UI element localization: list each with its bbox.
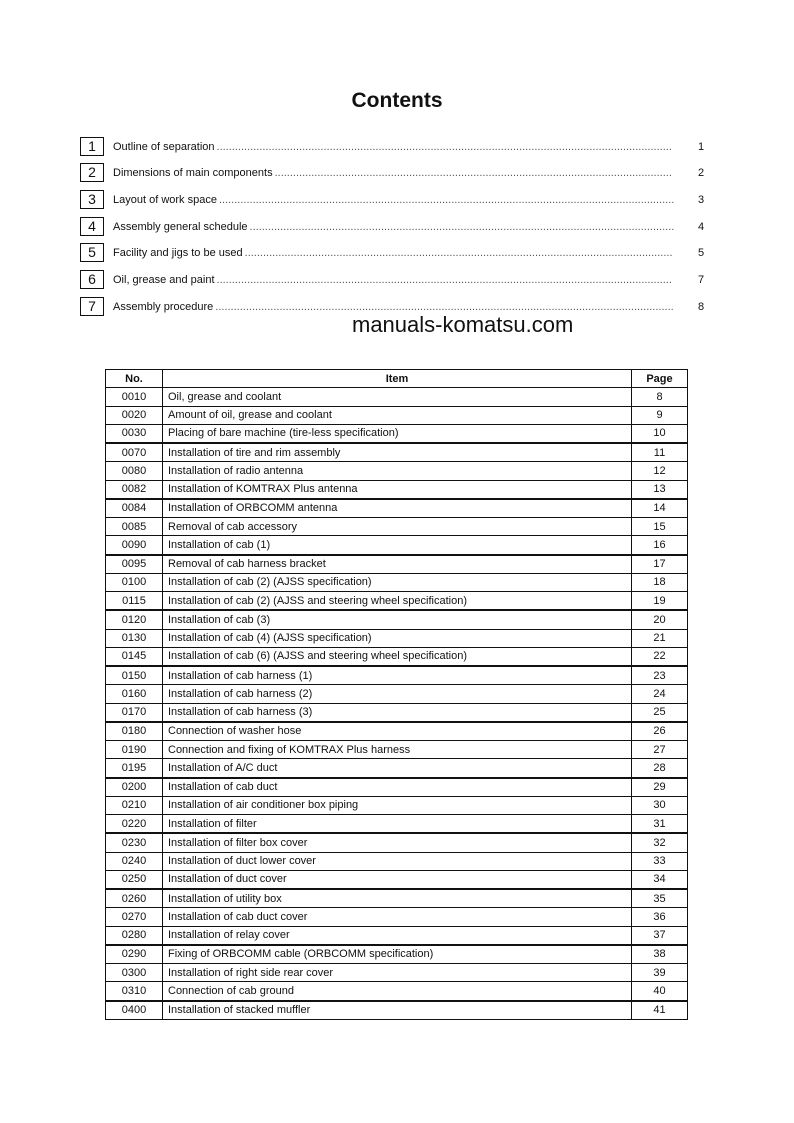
toc-page: 5: [698, 246, 705, 259]
row-item: Installation of tire and rim assembly: [163, 443, 632, 462]
table-row: [106, 722, 688, 741]
row-page: 32: [632, 833, 688, 852]
row-no: 0400: [106, 1001, 163, 1020]
toc-label: Assembly general schedule: [113, 220, 248, 233]
table-row: [106, 926, 688, 945]
toc-entry[interactable]: [80, 270, 720, 289]
row-page: 25: [632, 703, 688, 722]
row-no: 0095: [106, 555, 163, 574]
row-page: 27: [632, 741, 688, 759]
toc-number-box: 2: [80, 163, 104, 182]
row-page: 33: [632, 852, 688, 870]
row-no: 0130: [106, 629, 163, 647]
table-row: [106, 815, 688, 834]
header-page: Page: [632, 370, 688, 388]
row-no: 0084: [106, 499, 163, 518]
row-item: Removal of cab harness bracket: [163, 555, 632, 574]
row-page: 38: [632, 945, 688, 964]
row-no: 0210: [106, 796, 163, 814]
table-row: [106, 666, 688, 685]
table-row: [106, 592, 688, 611]
row-page: 36: [632, 908, 688, 926]
toc-label: Dimensions of main components: [113, 166, 273, 179]
row-page: 18: [632, 573, 688, 591]
header-item: Item: [163, 370, 632, 388]
row-page: 23: [632, 666, 688, 685]
row-item: Fixing of ORBCOMM cable (ORBCOMM specification): [163, 945, 632, 964]
row-no: 0150: [106, 666, 163, 685]
row-item: Removal of cab accessory: [163, 518, 632, 536]
row-no: 0240: [106, 852, 163, 870]
table-row: [106, 1001, 688, 1020]
row-item: Installation of cab (4) (AJSS specification): [163, 629, 632, 647]
table-row: [106, 759, 688, 778]
row-no: 0010: [106, 388, 163, 406]
row-no: 0100: [106, 573, 163, 591]
row-page: 19: [632, 592, 688, 611]
row-page: 16: [632, 536, 688, 555]
row-item: Installation of cab harness (2): [163, 685, 632, 703]
row-no: 0145: [106, 647, 163, 666]
row-no: 0082: [106, 480, 163, 499]
toc-leader-dots: ..................................................................................................................................: [274, 166, 672, 179]
row-page: 8: [632, 388, 688, 406]
row-page: 10: [632, 424, 688, 443]
table-row: [106, 462, 688, 480]
toc-leader-dots: .....................................................................................................................................................: [216, 140, 672, 153]
table-row: [106, 610, 688, 629]
toc-page: 1: [698, 140, 705, 153]
table-row: [106, 536, 688, 555]
row-no: 0120: [106, 610, 163, 629]
toc-page: 7: [698, 273, 705, 286]
page-title: Contents: [351, 89, 443, 112]
row-page: 22: [632, 647, 688, 666]
row-no: 0310: [106, 982, 163, 1001]
toc-entry[interactable]: [80, 190, 720, 209]
row-item: Installation of relay cover: [163, 926, 632, 945]
toc-label: Facility and jigs to be used: [113, 246, 243, 259]
row-page: 9: [632, 406, 688, 424]
toc-number-box: 1: [80, 137, 104, 156]
row-item: Installation of right side rear cover: [163, 964, 632, 982]
row-page: 11: [632, 443, 688, 462]
toc-page: 8: [698, 300, 705, 313]
row-page: 17: [632, 555, 688, 574]
row-page: 35: [632, 889, 688, 908]
row-no: 0190: [106, 741, 163, 759]
row-page: 13: [632, 480, 688, 499]
row-no: 0170: [106, 703, 163, 722]
row-no: 0080: [106, 462, 163, 480]
table-row: [106, 573, 688, 591]
row-item: Oil, grease and coolant: [163, 388, 632, 406]
toc-number-box: 7: [80, 297, 104, 316]
table-row: [106, 647, 688, 666]
toc-entry[interactable]: [80, 163, 720, 182]
table-row: [106, 555, 688, 574]
row-item: Installation of cab harness (1): [163, 666, 632, 685]
toc-leader-dots: .....................................................................................................................................................: [218, 193, 675, 206]
row-no: 0030: [106, 424, 163, 443]
row-page: 29: [632, 778, 688, 797]
row-no: 0020: [106, 406, 163, 424]
row-item: Installation of ORBCOMM antenna: [163, 499, 632, 518]
row-page: 37: [632, 926, 688, 945]
row-page: 34: [632, 870, 688, 889]
row-no: 0180: [106, 722, 163, 741]
row-page: 26: [632, 722, 688, 741]
toc-label: Layout of work space: [113, 193, 217, 206]
row-no: 0280: [106, 926, 163, 945]
row-item: Installation of filter: [163, 815, 632, 834]
toc-leader-dots: ......................................................................................................................................................: [215, 300, 674, 313]
row-item: Installation of duct cover: [163, 870, 632, 889]
row-item: Installation of utility box: [163, 889, 632, 908]
row-page: 14: [632, 499, 688, 518]
toc-number-box: 3: [80, 190, 104, 209]
table-row: [106, 480, 688, 499]
toc-page: 4: [698, 220, 705, 233]
row-item: Connection and fixing of KOMTRAX Plus harness: [163, 741, 632, 759]
row-no: 0090: [106, 536, 163, 555]
row-no: 0290: [106, 945, 163, 964]
row-item: Installation of cab (2) (AJSS specification): [163, 573, 632, 591]
table-row: [106, 833, 688, 852]
toc-entry[interactable]: [80, 217, 720, 236]
row-item: Installation of cab (6) (AJSS and steering wheel specification): [163, 647, 632, 666]
row-item: Installation of cab (1): [163, 536, 632, 555]
row-no: 0250: [106, 870, 163, 889]
row-page: 12: [632, 462, 688, 480]
toc-leader-dots: ............................................................................................................................................: [244, 246, 673, 259]
table-row: [106, 499, 688, 518]
table-row: [106, 908, 688, 926]
toc-number-box: 6: [80, 270, 104, 289]
row-page: 20: [632, 610, 688, 629]
table-row: [106, 889, 688, 908]
header-no: No.: [106, 370, 163, 388]
row-item: Installation of air conditioner box piping: [163, 796, 632, 814]
table-row: [106, 964, 688, 982]
table-row: [106, 870, 688, 889]
toc-entry[interactable]: [80, 137, 720, 156]
toc-number-box: 4: [80, 217, 104, 236]
row-item: Installation of cab (3): [163, 610, 632, 629]
row-item: Connection of washer hose: [163, 722, 632, 741]
table-row: [106, 703, 688, 722]
table-row: [106, 406, 688, 424]
row-item: Installation of stacked muffler: [163, 1001, 632, 1020]
toc-label: Assembly procedure: [113, 300, 214, 313]
table-row: [106, 852, 688, 870]
row-page: 30: [632, 796, 688, 814]
row-no: 0230: [106, 833, 163, 852]
row-page: 40: [632, 982, 688, 1001]
table-row: [106, 778, 688, 797]
toc-entry[interactable]: [80, 243, 720, 262]
table-row: [106, 518, 688, 536]
toc-number-box: 5: [80, 243, 104, 262]
row-no: 0220: [106, 815, 163, 834]
row-no: 0085: [106, 518, 163, 536]
table-row: [106, 388, 688, 406]
row-page: 39: [632, 964, 688, 982]
row-page: 21: [632, 629, 688, 647]
row-item: Installation of cab duct cover: [163, 908, 632, 926]
row-item: Installation of cab harness (3): [163, 703, 632, 722]
row-no: 0070: [106, 443, 163, 462]
table-row: [106, 443, 688, 462]
row-no: 0200: [106, 778, 163, 797]
row-page: 41: [632, 1001, 688, 1020]
table-row: [106, 945, 688, 964]
table-row: [106, 796, 688, 814]
row-page: 24: [632, 685, 688, 703]
row-no: 0270: [106, 908, 163, 926]
toc-page: 2: [698, 166, 705, 179]
row-item: Installation of KOMTRAX Plus antenna: [163, 480, 632, 499]
row-page: 31: [632, 815, 688, 834]
row-no: 0300: [106, 964, 163, 982]
row-item: Installation of filter box cover: [163, 833, 632, 852]
toc-leader-dots: .....................................................................................................................................................: [216, 273, 672, 286]
toc-label: Oil, grease and paint: [113, 273, 215, 286]
watermark: manuals-komatsu.com: [352, 312, 574, 337]
row-no: 0195: [106, 759, 163, 778]
toc-page: 3: [698, 193, 705, 206]
toc-label: Outline of separation: [113, 140, 215, 153]
row-item: Installation of A/C duct: [163, 759, 632, 778]
table-row: [106, 741, 688, 759]
row-item: Installation of radio antenna: [163, 462, 632, 480]
row-item: Installation of cab duct: [163, 778, 632, 797]
row-item: Placing of bare machine (tire-less specification): [163, 424, 632, 443]
table-row: [106, 424, 688, 443]
table-row: [106, 629, 688, 647]
row-item: Installation of duct lower cover: [163, 852, 632, 870]
table-row: [106, 685, 688, 703]
table-row: [106, 982, 688, 1001]
row-no: 0160: [106, 685, 163, 703]
row-item: Installation of cab (2) (AJSS and steering wheel specification): [163, 592, 632, 611]
row-no: 0260: [106, 889, 163, 908]
table-header-row: [106, 370, 688, 388]
row-item: Amount of oil, grease and coolant: [163, 406, 632, 424]
row-item: Connection of cab ground: [163, 982, 632, 1001]
row-page: 15: [632, 518, 688, 536]
row-no: 0115: [106, 592, 163, 611]
toc-leader-dots: ...........................................................................................................................................: [249, 220, 675, 233]
row-page: 28: [632, 759, 688, 778]
procedure-table: [105, 369, 688, 1020]
